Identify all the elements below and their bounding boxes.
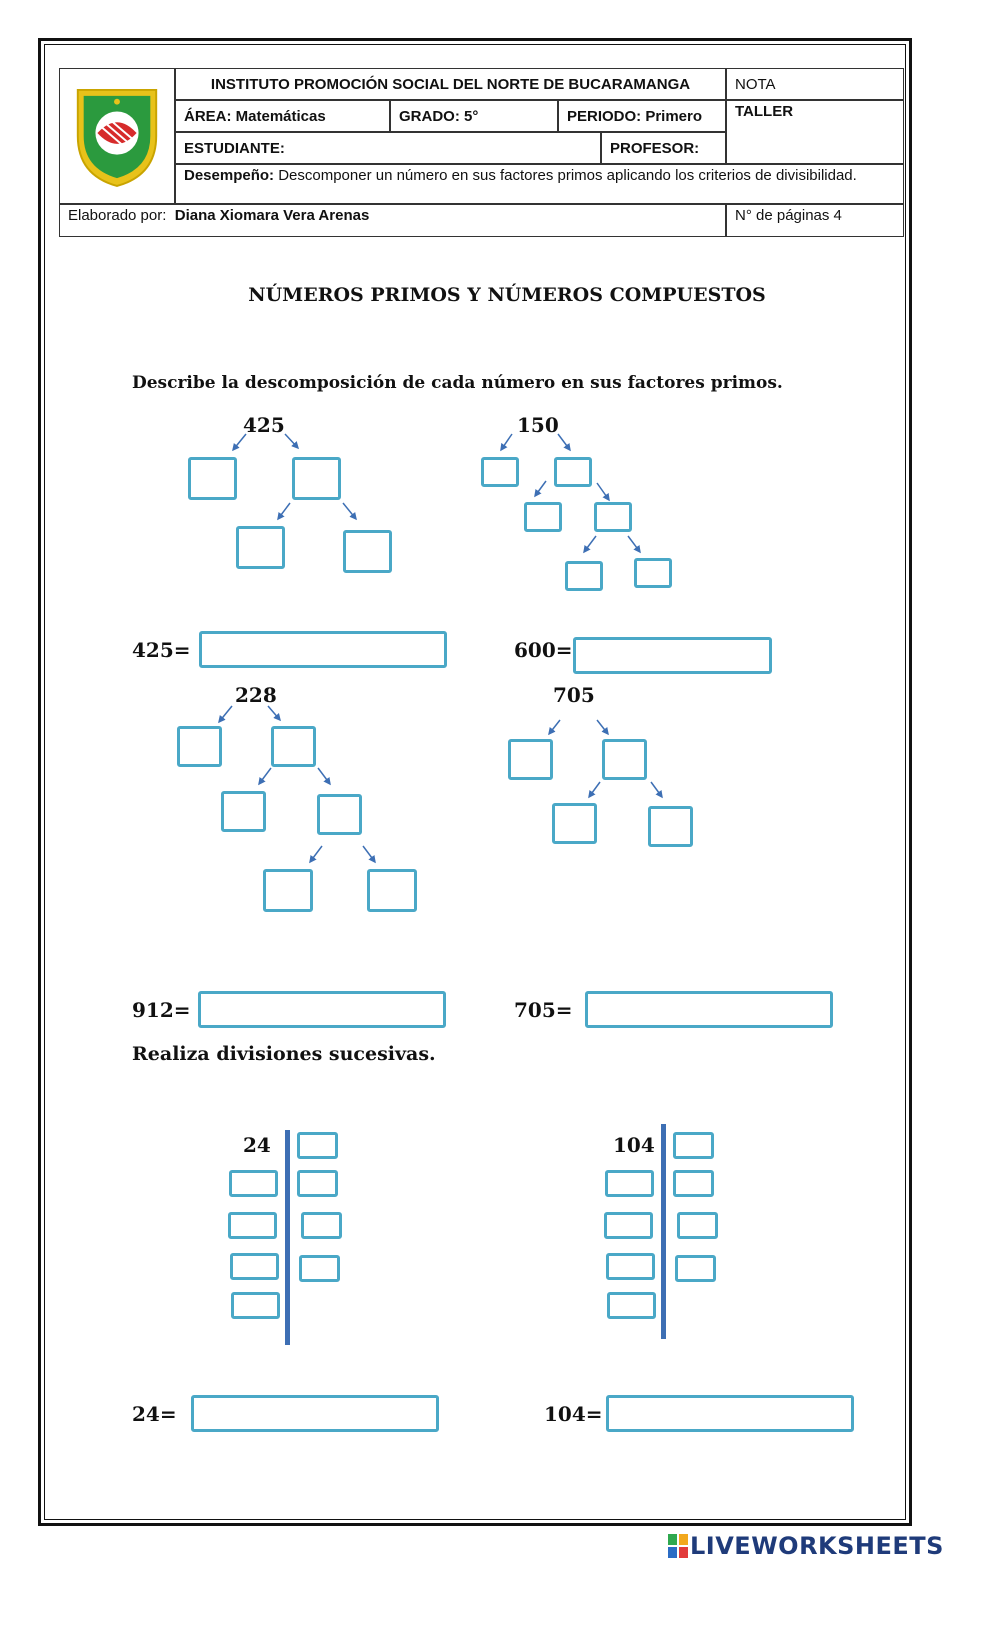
tree-705-box[interactable] <box>552 803 597 844</box>
answer-label-600: 600= <box>514 638 573 662</box>
answer-label-705: 705= <box>514 998 573 1022</box>
division-24-divisor-box[interactable] <box>297 1170 338 1197</box>
division-104-divisor-box[interactable] <box>673 1170 714 1197</box>
tree-425-box[interactable] <box>292 457 341 500</box>
division-104-divisor-box[interactable] <box>673 1132 714 1159</box>
desempeno-text: Descomponer un número en sus factores primos aplicando los criterios de divisibilidad. <box>274 167 857 184</box>
tree-425-root: 425 <box>243 413 285 437</box>
factor-trees-instruction: Describe la descomposición de cada número en sus factores primos. <box>132 373 783 393</box>
tree-228-box[interactable] <box>177 726 222 767</box>
profesor-label: PROFESOR: <box>601 132 726 164</box>
division-24-number: 24 <box>243 1133 271 1157</box>
estudiante-label: ESTUDIANTE: <box>175 132 601 164</box>
divisions-instruction: Realiza divisiones sucesivas. <box>132 1043 436 1065</box>
division-24-quotient-box[interactable] <box>230 1253 279 1280</box>
tree-150-box[interactable] <box>554 457 592 487</box>
answer-input-104[interactable] <box>606 1395 854 1432</box>
tree-705-box[interactable] <box>508 739 553 780</box>
paginas-label: N° de páginas 4 <box>726 204 904 237</box>
tree-705-box[interactable] <box>648 806 693 847</box>
elaborado-label: Elaborado por: <box>68 207 167 224</box>
tree-150-box[interactable] <box>565 561 603 591</box>
answer-input-425[interactable] <box>199 631 447 668</box>
answer-input-600[interactable] <box>573 637 772 674</box>
desempeno-label: Desempeño: <box>184 167 275 184</box>
tree-150-box[interactable] <box>524 502 562 532</box>
answer-label-425: 425= <box>132 638 191 662</box>
periodo-label: PERIODO: Primero <box>558 100 726 132</box>
liveworksheets-brand: LIVEWORKSHEETS <box>690 1532 944 1560</box>
division-24-divisor-box[interactable] <box>297 1132 338 1159</box>
answer-input-912[interactable] <box>198 991 446 1028</box>
tree-228-box[interactable] <box>271 726 316 767</box>
elaborado-name: Diana Xiomara Vera Arenas <box>174 207 370 224</box>
division-104-divisor-box[interactable] <box>677 1212 718 1239</box>
division-24-quotient-box[interactable] <box>231 1292 280 1319</box>
tree-425-box[interactable] <box>188 457 237 500</box>
division-24-divisor-box[interactable] <box>299 1255 340 1282</box>
tree-228-box[interactable] <box>263 869 313 912</box>
institution-name: INSTITUTO PROMOCIÓN SOCIAL DEL NORTE DE BUCARAMANGA <box>175 68 726 100</box>
division-104-quotient-box[interactable] <box>605 1170 654 1197</box>
tree-425-box[interactable] <box>343 530 392 573</box>
division-104-quotient-box[interactable] <box>607 1292 656 1319</box>
answer-label-24: 24= <box>132 1402 177 1426</box>
answer-label-912: 912= <box>132 998 191 1022</box>
tree-228-box[interactable] <box>221 791 266 832</box>
tree-228-box[interactable] <box>317 794 362 835</box>
tree-150-box[interactable] <box>594 502 632 532</box>
tree-228-box[interactable] <box>367 869 417 912</box>
tree-150-box[interactable] <box>481 457 519 487</box>
division-104-divisor-box[interactable] <box>675 1255 716 1282</box>
answer-input-24[interactable] <box>191 1395 439 1432</box>
liveworksheets-logo-icon <box>668 1534 688 1558</box>
tree-150-root: 150 <box>517 413 559 437</box>
liveworksheets-footer <box>668 1532 944 1560</box>
division-24-divisor-box[interactable] <box>301 1212 342 1239</box>
division-104-quotient-box[interactable] <box>604 1212 653 1239</box>
page-title: NÚMEROS PRIMOS Y NÚMEROS COMPUESTOS <box>248 284 766 306</box>
tree-425-box[interactable] <box>236 526 285 569</box>
division-24-line <box>285 1130 290 1345</box>
answer-input-705[interactable] <box>585 991 833 1028</box>
division-104-line <box>661 1124 666 1339</box>
nota-label: NOTA <box>726 68 904 100</box>
tree-705-root: 705 <box>553 683 595 707</box>
division-104-quotient-box[interactable] <box>606 1253 655 1280</box>
division-24-quotient-box[interactable] <box>229 1170 278 1197</box>
taller-label: TALLER <box>726 100 904 164</box>
tree-705-box[interactable] <box>602 739 647 780</box>
area-label: ÁREA: Matemáticas <box>175 100 390 132</box>
answer-label-104: 104= <box>544 1402 603 1426</box>
tree-150-box[interactable] <box>634 558 672 588</box>
division-24-quotient-box[interactable] <box>228 1212 277 1239</box>
division-104-number: 104 <box>613 1133 655 1157</box>
tree-228-root: 228 <box>235 683 277 707</box>
grado-label: GRADO: 5° <box>390 100 558 132</box>
